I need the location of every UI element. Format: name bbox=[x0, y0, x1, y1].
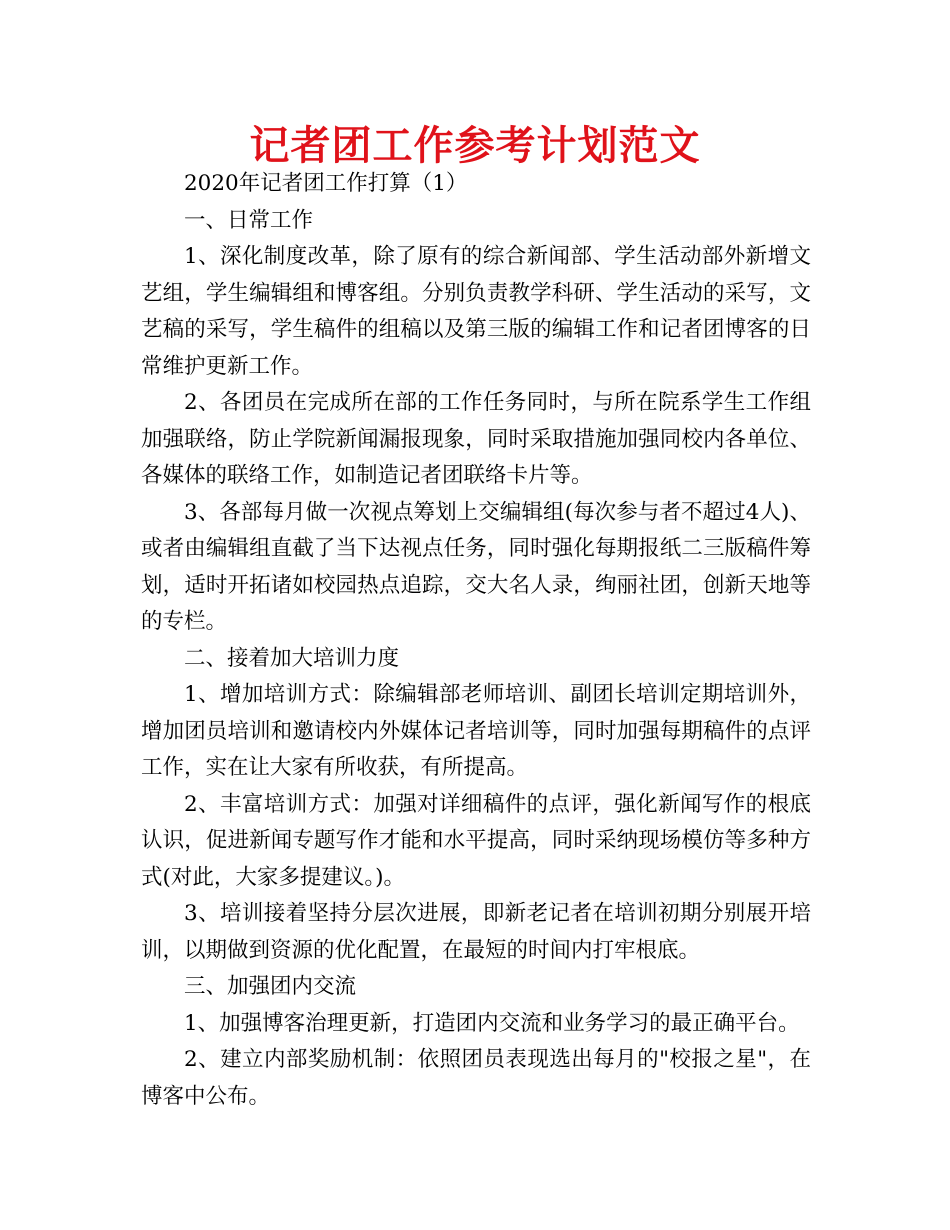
paragraph-exchange-2: 2、建立内部奖励机制：依照团员表现选出每月的"校报之星"，在博客中公布。 bbox=[141, 1047, 811, 1109]
paragraph-daily-2: 2、各团员在完成所在部的工作任务同时，与所在院系学生工作组加强联络，防止学院新闻漏报现象，同时采取措施加强同校内各单位、各媒体的联络工作，如制造记者团联络卡片等。 bbox=[141, 390, 811, 488]
document-body bbox=[141, 166, 811, 1115]
section-heading-exchange: 三、加强团内交流 bbox=[184, 974, 357, 999]
paragraph-training-2: 2、丰富培训方式：加强对详细稿件的点评，强化新闻写作的根底认识，促进新闻专题写作才能和水平提高，同时采纳现场模仿等多种方式(对此，大家多提建议。)。 bbox=[141, 791, 811, 890]
paragraph-daily-3: 3、各部每月做一次视点筹划上交编辑组(每次参与者不超过4人)、或者由编辑组直截了当下达视点任务，同时强化每期报纸二三版稿件筹划，适时开拓诸如校园热点追踪，交大名人录，绚丽社团，创新天地等的专栏。 bbox=[141, 499, 811, 634]
section-heading-daily-work: 一、日常工作 bbox=[184, 207, 314, 233]
paragraph-exchange-1: 1、加强博客治理更新，打造团内交流和业务学习的最正确平台。 bbox=[184, 1010, 800, 1036]
document-title: 记者团工作参考计划范文 bbox=[249, 123, 701, 169]
plan-heading: 2020年记者团工作打算（1） bbox=[184, 171, 468, 196]
paragraph-daily-1: 1、深化制度改革，除了原有的综合新闻部、学生活动部外新增文艺组，学生编辑组和博客组。分别负责教学科研、学生活动的采写，文艺稿的采写，学生稿件的组稿以及第三版的编辑工作和记者团博客的日常维护更新工作。 bbox=[141, 244, 811, 379]
section-heading-training: 二、接着加大培训力度 bbox=[184, 645, 400, 671]
paragraph-training-1: 1、增加培训方式：除编辑部老师培训、副团长培训定期培训外，增加团员培训和邀请校内外媒体记者培训等，同时加强每期稿件的点评工作，实在让大家有所收获，有所提高。 bbox=[141, 682, 811, 780]
paragraph-training-3: 3、培训接着坚持分层次进展，即新老记者在培训初期分别展开培训，以期做到资源的优化配置，在最短的时间内打牢根底。 bbox=[141, 901, 811, 963]
